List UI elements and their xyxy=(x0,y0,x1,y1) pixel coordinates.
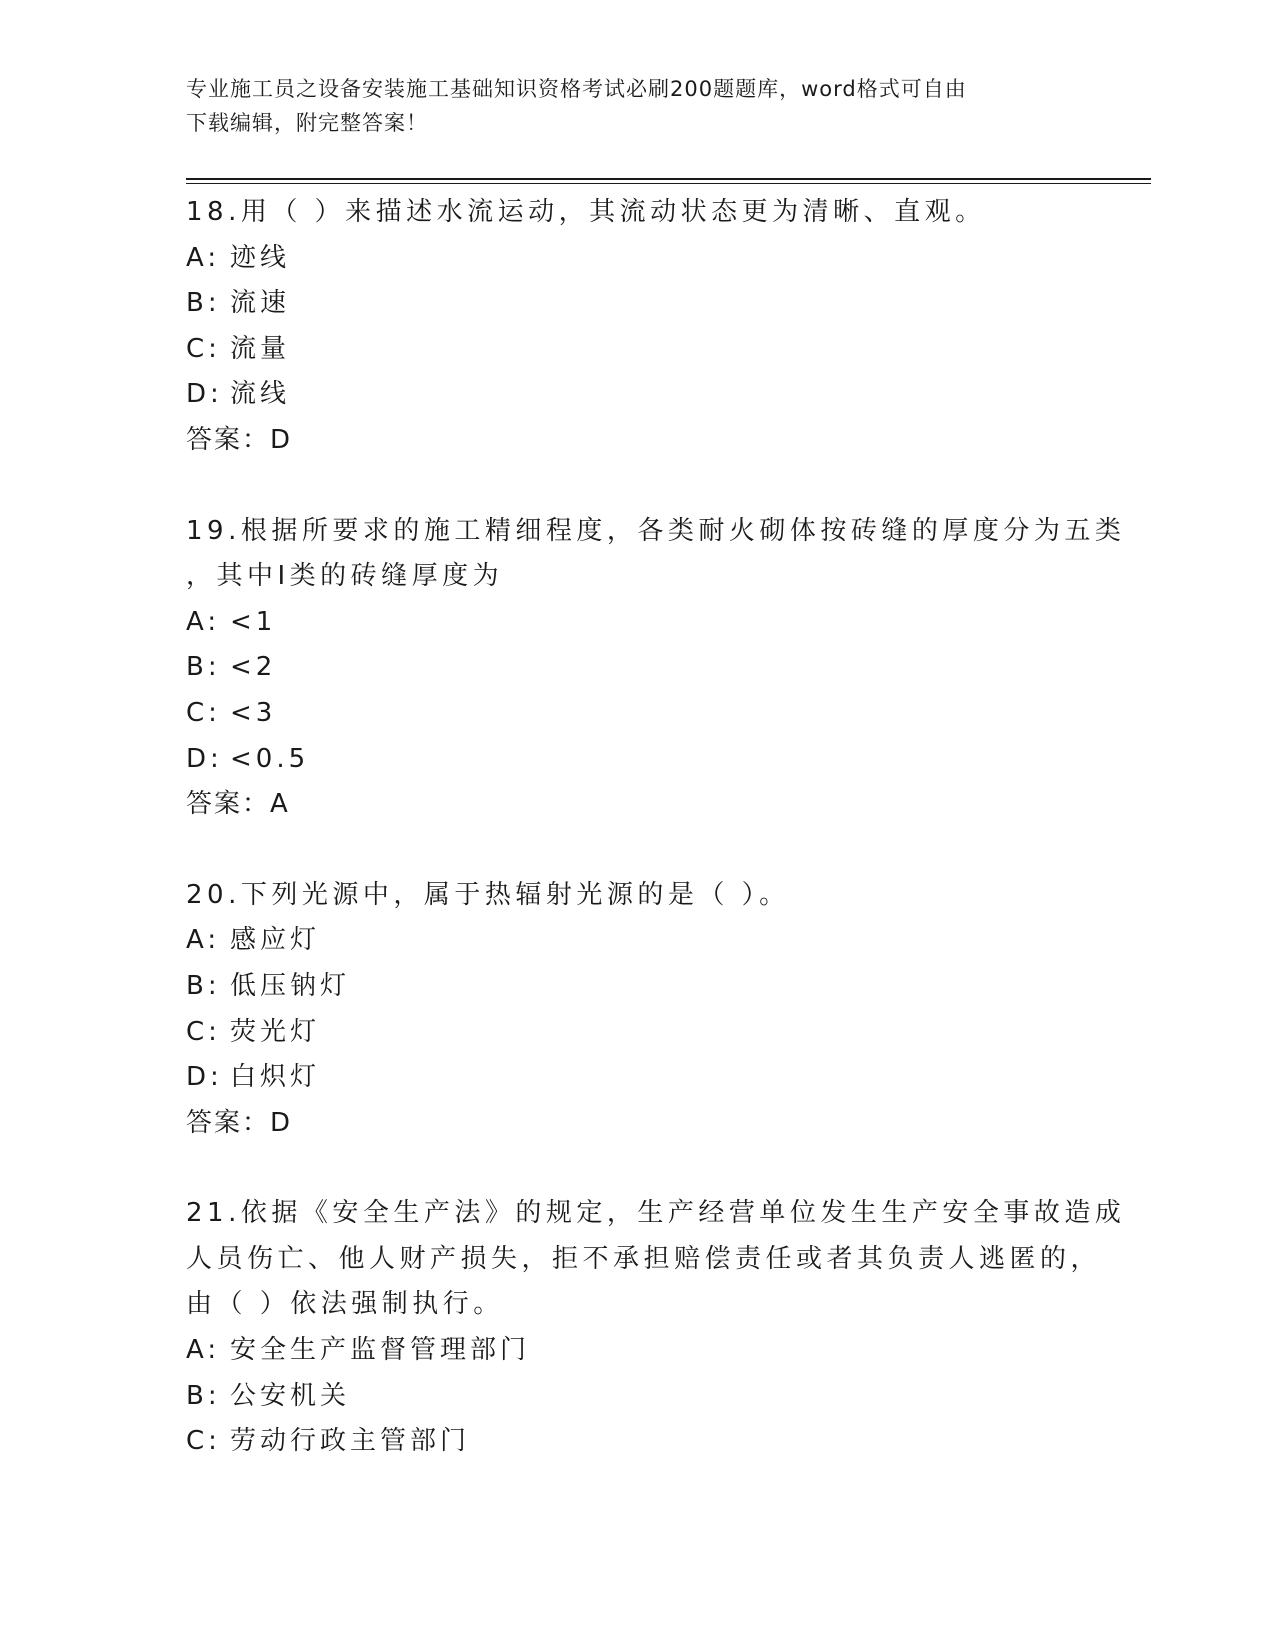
answer-line: 答案：D xyxy=(186,1107,293,1138)
header-divider-thin xyxy=(186,183,1151,184)
option-row xyxy=(186,918,1086,964)
option-text: 流线 xyxy=(230,379,291,410)
option-text: 迹线 xyxy=(230,242,291,273)
option-text: 流量 xyxy=(230,333,291,364)
option-key: A: xyxy=(186,242,221,273)
option-key: A: xyxy=(186,1335,221,1366)
question-stem-line: 由（ ）依法强制执行。 xyxy=(186,1289,504,1320)
option-row xyxy=(186,1055,1086,1101)
option-text: 荧光灯 xyxy=(230,1016,321,1047)
answer-line: 答案：A xyxy=(186,789,290,820)
option-row xyxy=(186,1419,1086,1465)
option-row xyxy=(186,737,1086,783)
option-text: 公安机关 xyxy=(230,1380,351,1411)
question-block xyxy=(186,873,1086,1147)
question-block xyxy=(186,190,1086,464)
option-row xyxy=(186,964,1086,1010)
question-stem xyxy=(186,190,1086,236)
option-text: 感应灯 xyxy=(230,925,321,956)
option-row xyxy=(186,372,1086,418)
header-line-2: 下载编辑，附完整答案！ xyxy=(186,111,428,135)
question-stem-line: 20.下列光源中，属于热辐射光源的是（ ）。 xyxy=(186,879,790,910)
option-row xyxy=(186,1328,1086,1374)
question-stem-line: ，其中Ⅰ类的砖缝厚度为 xyxy=(186,561,504,592)
option-text: <2 xyxy=(230,652,277,683)
option-key: B: xyxy=(186,1380,221,1411)
option-key: B: xyxy=(186,652,221,683)
option-key: A: xyxy=(186,606,221,637)
option-row xyxy=(186,691,1086,737)
option-key: D: xyxy=(186,743,223,774)
option-key: B: xyxy=(186,288,221,319)
option-row xyxy=(186,281,1086,327)
option-row xyxy=(186,327,1086,373)
option-key: A: xyxy=(186,925,221,956)
question-stem-line: 21.依据《安全生产法》的规定，生产经营单位发生生产安全事故造成 xyxy=(186,1198,1126,1229)
question-stem xyxy=(186,1191,1126,1328)
answer-line: 答案：D xyxy=(186,424,293,455)
option-row xyxy=(186,236,1086,282)
option-row xyxy=(186,645,1086,691)
question-stem-line: 人员伤亡、他人财产损失，拒不承担赔偿责任或者其负责人逃匿的， xyxy=(186,1243,1102,1274)
question-list xyxy=(186,190,1126,1510)
option-key: C: xyxy=(186,697,221,728)
option-key: C: xyxy=(186,333,221,364)
question-stem-line: 18.用（ ）来描述水流运动，其流动状态更为清晰、直观。 xyxy=(186,197,986,227)
option-text: 低压钠灯 xyxy=(230,970,351,1001)
option-text: 安全生产监督管理部门 xyxy=(230,1335,531,1366)
option-text: 流速 xyxy=(230,288,291,319)
option-key: B: xyxy=(186,970,221,1001)
option-row xyxy=(186,1010,1086,1056)
option-key: C: xyxy=(186,1016,221,1047)
option-text: <3 xyxy=(230,697,277,728)
question-block xyxy=(186,509,1126,828)
option-text: 劳动行政主管部门 xyxy=(230,1426,471,1457)
question-stem-line: 19.根据所要求的施工精细程度，各类耐火砌体按砖缝的厚度分为五类 xyxy=(186,515,1126,546)
option-key: C: xyxy=(186,1426,221,1457)
option-text: 白炽灯 xyxy=(230,1062,321,1093)
option-key: D: xyxy=(186,1062,223,1093)
option-text: <1 xyxy=(230,606,277,637)
option-row xyxy=(186,600,1086,646)
question-stem xyxy=(186,873,1086,919)
option-row xyxy=(186,1374,1086,1420)
question-block xyxy=(186,1191,1126,1465)
option-text: <0.5 xyxy=(230,743,310,774)
header-divider-thick xyxy=(186,178,1151,180)
document-header xyxy=(186,72,1066,140)
option-key: D: xyxy=(186,379,223,410)
header-line-1: 专业施工员之设备安装施工基础知识资格考试必刷200题题库，word格式可自由 xyxy=(186,77,967,101)
question-stem xyxy=(186,509,1126,600)
